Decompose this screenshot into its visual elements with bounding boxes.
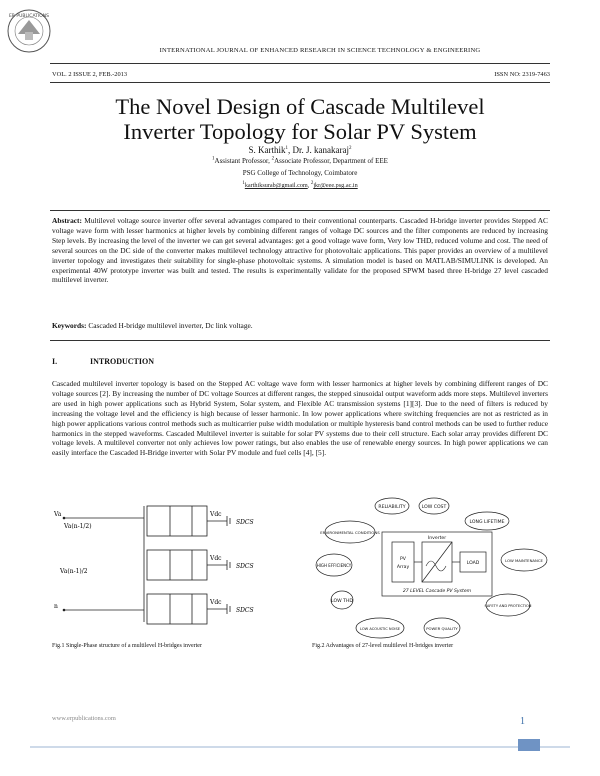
- label-pv: PV: [400, 557, 406, 562]
- institution: PSG College of Technology, Coimbatore: [242, 169, 358, 177]
- keywords-text: Cascaded H-bridge multilevel inverter, Dc link voltage.: [86, 321, 253, 330]
- section-heading: [52, 357, 548, 366]
- er-publications-logo: [6, 8, 52, 54]
- volume-line: [52, 71, 550, 78]
- fig1-label-va-mid: Va(n-1)/2: [60, 568, 88, 575]
- label-load: LOAD: [466, 561, 480, 566]
- header-rule-2: [50, 82, 550, 83]
- page-number: 1: [520, 716, 525, 727]
- affil-part-2: Associate Professor, Department of EEE: [274, 157, 388, 165]
- email-sep: ,: [307, 182, 311, 189]
- paper-title: [70, 94, 530, 144]
- author-2-sup: 2: [348, 146, 352, 151]
- volume-issue: VOL. 2 ISSUE 2, FEB.-2013: [52, 71, 128, 78]
- figure-2-caption: Fig.2 Advantages of 27-level multilevel H-bridges inverter: [312, 643, 454, 649]
- author-line: [120, 145, 480, 155]
- label-high-efficiency: HIGH EFFICIENCY: [316, 563, 352, 568]
- keywords: [52, 321, 548, 331]
- abstract: [52, 216, 548, 285]
- svg-text:ER PUBLICATIONS: ER PUBLICATIONS: [8, 14, 50, 19]
- label-low-cost: LOW COST: [421, 505, 447, 510]
- label-array: Array: [396, 565, 410, 570]
- journal-title: INTERNATIONAL JOURNAL OF ENHANCED RESEARCH IN SCIENCE TECHNOLOGY & ENGINEERING: [159, 47, 481, 54]
- fig1-sdcs-3: SDCS: [236, 607, 254, 614]
- title-line-2: Inverter Topology for Solar PV System: [123, 119, 477, 144]
- keywords-label: Keywords:: [52, 321, 87, 330]
- email-2-link[interactable]: jkr@eee.psg.ac.in: [313, 182, 358, 189]
- fig1-label-n: n: [54, 603, 58, 610]
- intro-paragraph: Cascaded multilevel inverter topology is based on the Stepped AC voltage wave form with lesser harmonics at higher levels by combining different ranges of DC voltage sources [2]. By increasing the number of DC voltage Sources at different ranges, the stepped sinusoidal output waveform adds more steps. Multilevel inverters are used in high power applications such as Hybrid System, Solar system, and Flexible AC transmission systems [1][3]. Due to the need of filters is reduced by increasing the voltage level and the efficiency is high because of lesser harmonic. In low power applications where switching frequencies are not as restricted as in high power applications various control methods such as multicarrier pulse width modulation or multiple hysteresis band control methods can be used to further reduce harmonics in the stepped waveforms. Cascaded Multilevel inverter is suitable for solar PV systems due to their cell structure. Each solar array provides different DC voltage levels. A multilevel converter not only achieves low power ratings, but also enables the use of renewable energy sources. In high power applications we can easily interface the Cascaded H-Bridge inverter with Solar PV module and fuel cells [4], [5].: [52, 379, 548, 458]
- label-inverter: Inverter: [427, 536, 447, 541]
- fig1-vdc-2: Vdc: [210, 555, 222, 562]
- header-rule: [50, 63, 550, 64]
- label-low-maintenance: LOW MAINTENANCE: [505, 558, 543, 563]
- label-low-thd: LOW THD: [331, 599, 353, 604]
- figure-1-caption: Fig.1 Single-Phase structure of a multilevel H-bridges inverter: [52, 643, 202, 649]
- email-2-sup: 2: [310, 180, 314, 186]
- footer-decoration: [30, 735, 570, 753]
- footer-url[interactable]: www.erpublications.com: [52, 715, 116, 722]
- author-1: S. Karthik: [248, 145, 286, 155]
- email-1-link[interactable]: karthiksurab@gmail.com: [244, 182, 308, 189]
- label-reliability: RELIABILITY: [378, 505, 406, 510]
- abstract-rule-top: [50, 210, 550, 211]
- fig1-vdc-3: Vdc: [210, 599, 222, 606]
- fig1-label-va-n: Va(n-1/2): [64, 523, 92, 530]
- footer-page-tab: [518, 739, 540, 751]
- pv-array-box: [392, 542, 414, 582]
- label-long-lifetime: LONG LIFETIME: [469, 520, 505, 525]
- section-title: INTRODUCTION: [90, 357, 155, 366]
- title-line-1: The Novel Design of Cascade Multilevel: [115, 94, 485, 119]
- fig1-sdcs-1: SDCS: [236, 519, 254, 526]
- author-1-sup: 1: [285, 146, 288, 151]
- email-1-sup: 1: [242, 180, 245, 186]
- label-environmental: ENVIRONMENTAL CONDITIONS: [320, 530, 380, 535]
- affil-sup-2: 2: [271, 156, 275, 162]
- fig1-vdc-1: Vdc: [210, 511, 222, 518]
- label-center: 27 LEVEL Cascade PV System: [402, 589, 472, 594]
- affiliation: [110, 157, 490, 165]
- affil-part-1: Assistant Professor,: [214, 157, 272, 165]
- fig1-sdcs-2: SDCS: [236, 563, 254, 570]
- affil-sup-1: 1: [212, 156, 215, 162]
- abstract-label: Abstract:: [52, 216, 82, 225]
- author-emails: [150, 182, 450, 189]
- figure-1-circuit: [52, 498, 282, 628]
- figure-2-diagram: [312, 494, 552, 640]
- fig1-label-va: Va: [54, 511, 62, 518]
- label-acoustic: LOW ACOUSTIC NOISE: [359, 627, 401, 631]
- keywords-rule: [50, 340, 550, 341]
- section-number: I.: [52, 357, 58, 366]
- label-safety: SAFETY AND PROTECTION: [484, 604, 532, 608]
- label-power-quality: POWER QUALITY: [426, 626, 458, 631]
- issn: ISSN NO: 2319-7463: [494, 71, 550, 78]
- author-sep: , Dr. J. kanakaraj: [288, 145, 349, 155]
- abstract-text: Multilevel voltage source inverter offer several advantages compared to their conventional counterparts. Cascaded H-bridge inverter provides Stepped AC voltage wave form with lesser harmonics at higher levels by combining different ranges of voltage DC sources and the filter components are reduced by increasing Step levels. By increasing the level of the inverter we can get several advantages: get a good voltage wave form, Very low THD, reduced volume and cost. The need of several sources on the DC side of the converter makes multilevel technology attractive for photovoltaic applications. This paper provides an overview of a multilevel inverter topology and investigates their suitability for single-phase photovoltaic systems. A simulation model is based on MATLAB/SIMULINK is developed. An experimental 40W prototype inverter was built and tested. The results is experimentally validate for the proposed SPWM based three H-bridge 27 level cascaded multilevel inverter.: [52, 216, 548, 285]
